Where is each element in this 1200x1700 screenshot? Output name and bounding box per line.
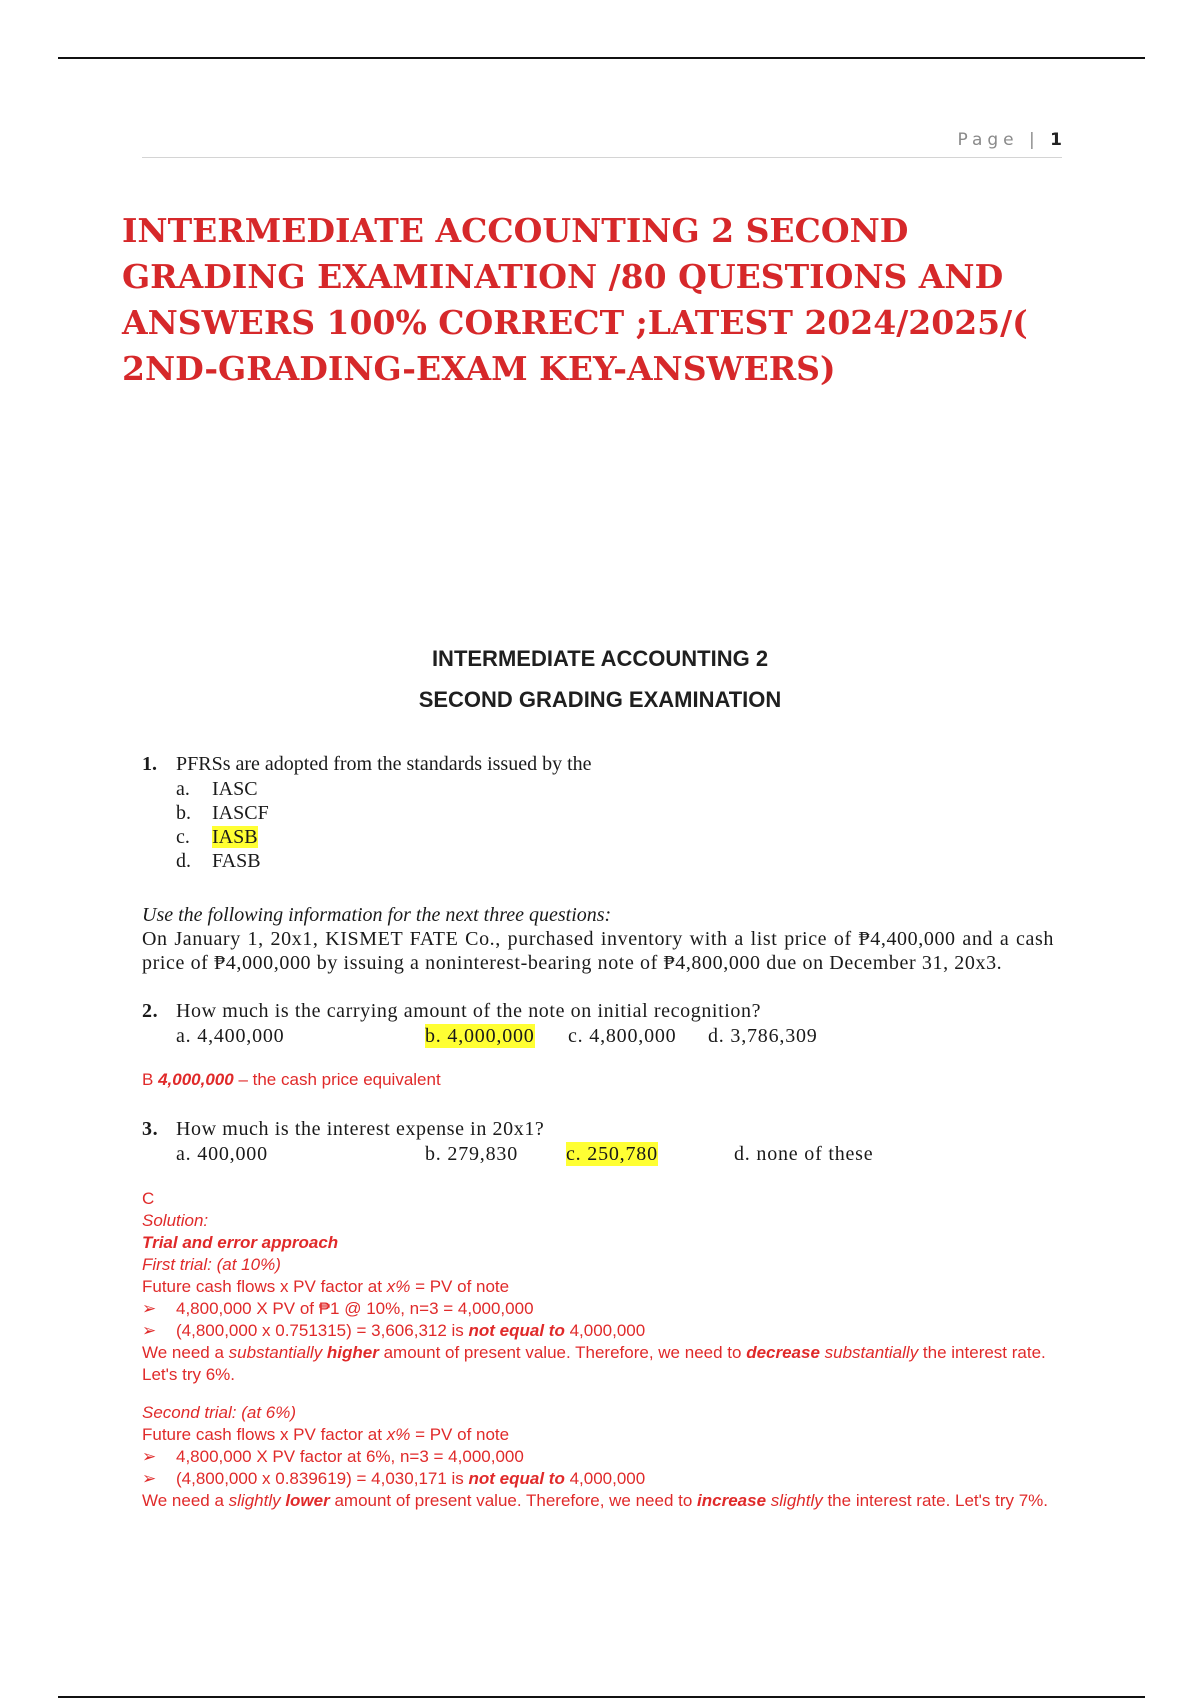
text: amount of present value. Therefore, we need to [329, 1491, 698, 1510]
question-text: PFRSs are adopted from the standards issued by the [176, 753, 592, 775]
explanation-paragraph [142, 1342, 1054, 1386]
bullet-text: (4,800,000 x 0.839619) = 4,030,171 is [176, 1469, 469, 1488]
option-a: a. 4,400,000 [176, 1025, 285, 1047]
answer-letter: C [142, 1189, 155, 1208]
question-3 [142, 1117, 1054, 1142]
formula-text: = PV of note [410, 1277, 510, 1296]
question-number: 1. [142, 753, 157, 775]
answer-2 [142, 1069, 1054, 1091]
bullet-line [142, 1468, 1054, 1490]
question-number: 2. [142, 1000, 159, 1022]
emphasis-text: decrease [746, 1343, 820, 1362]
option-d: d. 3,786,309 [708, 1025, 818, 1047]
info-heading: Use the following information for the next three questions: [142, 904, 612, 926]
explanation-paragraph [142, 1490, 1054, 1512]
option-letter: d. [176, 850, 191, 872]
bullet-text: 4,000,000 [564, 1469, 646, 1488]
answer-note: – the cash price equivalent [238, 1070, 441, 1089]
header-divider [142, 157, 1062, 158]
option-letter: c. [176, 826, 190, 848]
option-d: d. none of these [734, 1143, 874, 1165]
exam-name-heading: SECOND GRADING EXAMINATION [418, 687, 782, 712]
emphasis-text: lower [285, 1491, 330, 1510]
formula-text: Future cash flows x PV factor at [142, 1277, 387, 1296]
page-number: 1 [1050, 130, 1062, 150]
solution-label: Solution: [142, 1211, 209, 1230]
option-b [176, 801, 1054, 825]
second-trial-heading: Second trial: (at 6%) [142, 1403, 297, 1422]
bottom-rule [58, 1696, 1145, 1698]
arrow-bullet-icon: ➢ [142, 1447, 157, 1466]
formula-variable: x% [386, 1277, 411, 1296]
highlighted-answer: c. 250,780 [566, 1143, 658, 1165]
option-letter: b. [176, 802, 191, 824]
bullet-text: 4,000,000 [564, 1321, 646, 1340]
question-text: How much is the interest expense in 20x1? [176, 1118, 545, 1140]
option-a: a. 400,000 [176, 1143, 268, 1165]
question-1 [142, 752, 1054, 777]
bullet-text: 4,800,000 X PV factor at 6%, n=3 = 4,000,000 [176, 1447, 524, 1466]
question-1-options [142, 777, 1054, 873]
exam-subject-heading: INTERMEDIATE ACCOUNTING 2 [431, 646, 769, 671]
approach-heading: Trial and error approach [142, 1233, 339, 1252]
option-b: b. 279,830 [425, 1143, 518, 1165]
formula-text: Future cash flows x PV factor at [142, 1425, 387, 1444]
emphasis-text: substantially [819, 1343, 919, 1362]
emphasis-text: increase [697, 1491, 767, 1510]
info-text: On January 1, 20x1, KISMET FATE Co., purchased inventory with a list price of ₱4,400,000 and a cash price of ₱4,000,000 by issuing a noninterest-bearing note of ₱4,800,000 due on December 31, 20x3. [142, 928, 1054, 974]
question-text: How much is the carrying amount of the note on initial recognition? [176, 1000, 762, 1022]
arrow-bullet-icon: ➢ [142, 1469, 157, 1488]
bullet-line [142, 1320, 1054, 1342]
top-rule [58, 57, 1145, 59]
question-2-options [142, 1024, 1054, 1048]
formula-line [142, 1276, 1054, 1298]
text: the interest rate. Let's try 6%. [142, 1343, 1046, 1384]
formula-text: = PV of note [410, 1425, 510, 1444]
option-text: FASB [212, 850, 261, 872]
option-a [176, 777, 1054, 801]
solution-block [142, 1188, 1054, 1512]
emphasis-text: slightly [228, 1491, 286, 1510]
bullet-text: (4,800,000 x 0.751315) = 3,606,312 is [176, 1321, 469, 1340]
bullet-text: 4,800,000 X PV of ₱1 @ 10%, n=3 = 4,000,000 [176, 1299, 534, 1318]
text: We need a [142, 1491, 229, 1510]
page-label: Page | [957, 130, 1040, 150]
text: amount of present value. Therefore, we need to [378, 1343, 747, 1362]
arrow-bullet-icon: ➢ [142, 1299, 157, 1318]
question-2 [142, 999, 1054, 1024]
answer-letter: B [142, 1070, 154, 1089]
document-title: INTERMEDIATE ACCOUNTING 2 SECOND GRADING EXAMINATION /80 QUESTIONS AND ANSWERS 100% CORRECT ;LATEST 2024/2025/( 2ND-GRADING-EXAM KEY-ANSWERS) [122, 211, 1028, 388]
option-text: IASC [212, 778, 258, 800]
emphasis-text: substantially [228, 1343, 327, 1362]
emphasis-text: not equal to [468, 1321, 565, 1340]
option-d [176, 849, 1054, 873]
option-c [176, 825, 1054, 849]
text: We need a [142, 1343, 229, 1362]
answer-value: 4,000,000 [158, 1070, 234, 1089]
formula-variable: x% [386, 1425, 411, 1444]
emphasis-text: higher [326, 1343, 379, 1362]
emphasis-text: slightly [766, 1491, 823, 1510]
question-3-options [142, 1142, 1054, 1166]
text: the interest rate. Let's try 7%. [822, 1491, 1049, 1510]
option-c: c. 4,800,000 [568, 1025, 677, 1047]
question-number: 3. [142, 1118, 159, 1140]
option-letter: a. [176, 778, 190, 800]
bullet-line [142, 1446, 1054, 1468]
page-header [142, 130, 1062, 150]
emphasis-text: not equal to [468, 1469, 565, 1488]
formula-line [142, 1424, 1054, 1446]
first-trial-heading: First trial: (at 10%) [142, 1255, 281, 1274]
highlighted-answer: b. 4,000,000 [425, 1025, 535, 1047]
bullet-line [142, 1298, 1054, 1320]
option-text: IASCF [212, 802, 269, 824]
exam-content [142, 752, 1054, 1512]
arrow-bullet-icon: ➢ [142, 1321, 157, 1340]
highlighted-answer: IASB [212, 826, 258, 848]
